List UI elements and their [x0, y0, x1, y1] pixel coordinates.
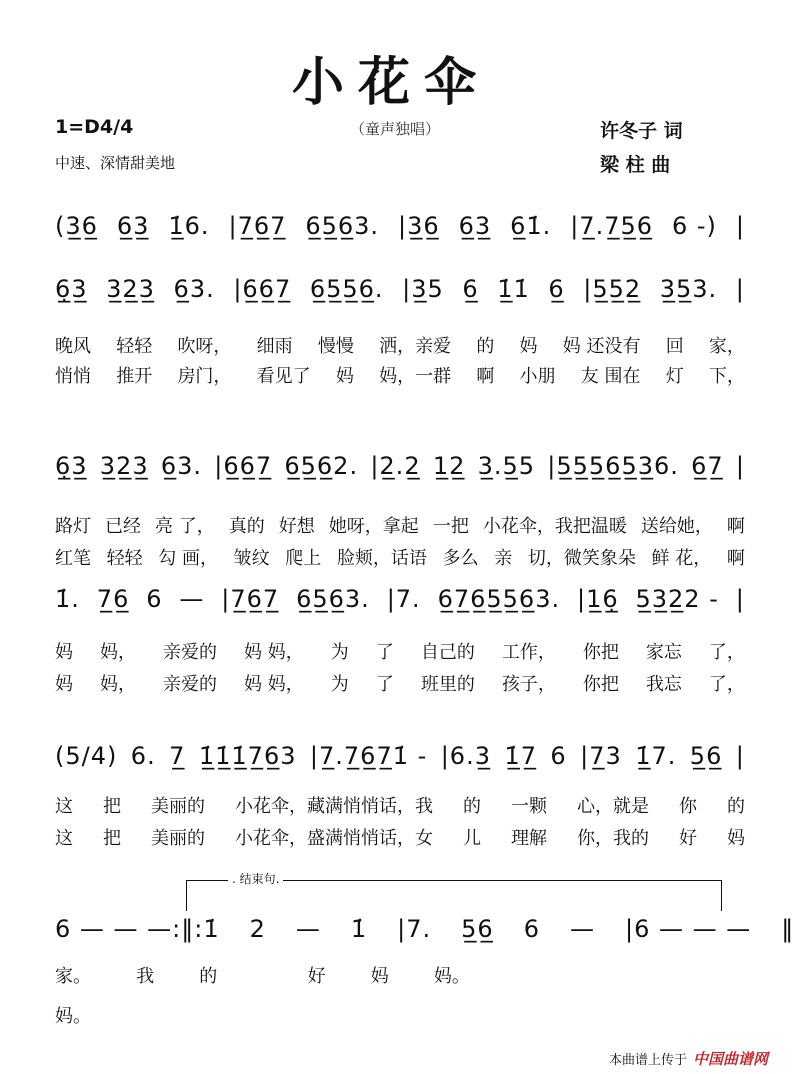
measure-notes: —: [295, 915, 321, 943]
lyric-word: 心，就是: [577, 796, 649, 817]
measure-notes: 1̲2̲: [432, 452, 466, 480]
lyric-word: 真的: [228, 516, 265, 537]
lyric-word: 友 围在: [580, 366, 641, 387]
measure-notes: |7̲6̲7̲: [228, 212, 287, 240]
lyric-line: [55, 332, 745, 358]
measure-notes: |6̲6̲7̲: [233, 275, 292, 303]
measure-notes: 6̲5̲6̲3.: [305, 212, 380, 240]
lyric-word: 你把: [582, 642, 619, 663]
lyric-line: [55, 638, 745, 664]
measure-notes: 6̲3̲: [116, 212, 150, 240]
lyric-word: 妈: [335, 366, 354, 387]
lyric-word: 一颗: [511, 796, 547, 817]
lyric-word: 啊: [476, 366, 495, 387]
lyric-word: 洒，亲爱: [379, 336, 452, 357]
measure-notes: 6̲3.: [173, 275, 215, 303]
lyric-line: [55, 824, 745, 850]
notation-line: [55, 742, 745, 770]
measure-notes: 6̲7̲6̲5̲5̲6̲3.: [437, 585, 561, 613]
measure-notes: |6 — — —: [624, 915, 752, 943]
lyric-word: 妈 妈，: [244, 674, 304, 695]
lyric-word: 你，我的: [577, 828, 649, 849]
lyric-word: 妈: [55, 674, 73, 695]
lyric-word: 她呀，拿起: [328, 516, 419, 537]
measure-notes: |6̲6̲7̲: [214, 452, 273, 480]
measure-notes: 6̲5̲6̲3.: [296, 585, 370, 613]
measure-notes: 5̲6̲: [461, 915, 494, 943]
measure-notes: —: [179, 585, 205, 613]
measure-notes: |5̲5̲2̲: [583, 275, 642, 303]
lyric-word: 房门，: [177, 366, 232, 387]
lyric-word: 妈。: [55, 1006, 91, 1027]
lyric-word: 小花伞，我把温暖: [482, 516, 627, 537]
lyric-word: 亲爱的: [163, 642, 218, 663]
lyric-word: 细雨: [256, 336, 293, 357]
lyric-line: [55, 544, 745, 570]
lyric-word: 妈: [370, 966, 389, 987]
lyric-word: 路灯: [55, 516, 91, 537]
lyric-word: 把: [103, 796, 121, 817]
lyric-word: 好想: [278, 516, 315, 537]
lyric-word: 了，: [708, 642, 745, 663]
lyric-word: 啊: [726, 548, 745, 569]
notation-line: [55, 585, 745, 613]
lyric-word: 孩子，: [501, 674, 556, 695]
lyric-word: 轻轻: [106, 548, 143, 569]
measure-notes: |3̲6̲: [398, 212, 440, 240]
footer-text: 本曲谱上传于: [608, 1053, 687, 1068]
lyric-word: 啊: [726, 516, 745, 537]
lyric-word: 亲: [494, 548, 513, 569]
lyric-word: 的: [199, 966, 218, 987]
tempo-marking: 中速、深情甜美地: [55, 154, 176, 172]
measure-notes: 6 — — —:‖:1̇: [55, 915, 220, 943]
composer: 梁 柱 曲: [600, 154, 671, 176]
measure-notes: 1̇.: [55, 585, 80, 613]
lyric-word: 推开: [116, 366, 153, 387]
measure-notes: 1̇: [350, 915, 368, 943]
lyric-word: 你把: [582, 674, 619, 695]
measure-notes: 6̲5̲5̲6̲.: [309, 275, 384, 303]
measure-notes: ‖: [781, 915, 794, 943]
measure-notes: (3̲6̲: [55, 212, 98, 240]
measure-notes: |: [735, 212, 745, 240]
lyric-line: [55, 512, 745, 538]
measure-notes: 6̣̲3̲: [55, 452, 88, 480]
measure-notes: 3̲2̲3̲: [99, 452, 149, 480]
measure-notes: 3̲5̲3.: [659, 275, 718, 303]
measure-notes: 1̲̇7.: [635, 742, 677, 770]
site-logo[interactable]: 中国曲谱网: [692, 1050, 768, 1068]
lyric-word: 妈: [519, 336, 538, 357]
lyric-word: 自己的: [420, 642, 475, 663]
lyric-line: [55, 362, 745, 388]
lyric-word: 妈，: [100, 642, 137, 663]
notation-line: [55, 212, 745, 240]
measure-notes: 7̲6̲: [96, 585, 130, 613]
measure-notes: 6 -): [671, 212, 717, 240]
measure-notes: |7̲.7̲6̲7̲1̇ -: [309, 742, 428, 770]
lyric-word: 妈，: [100, 674, 137, 695]
lyric-word: 晚风: [55, 336, 91, 357]
lyric-word: 这: [55, 796, 73, 817]
lyric-word: 家忘: [645, 642, 682, 663]
measure-notes: |: [735, 585, 745, 613]
lyric-word: 小朋: [519, 366, 556, 387]
measure-notes: |7.: [386, 585, 421, 613]
lyric-word: 这: [55, 828, 73, 849]
lyric-word: 好: [679, 828, 697, 849]
lyric-word: 我: [136, 966, 155, 987]
lyric-word: 悄悄: [55, 366, 91, 387]
lyric-word: 好: [307, 966, 326, 987]
lyric-word: 的: [476, 336, 495, 357]
notation-line: [55, 915, 794, 943]
measure-notes: 6̲7̲: [691, 452, 724, 480]
measure-notes: (5/4): [55, 742, 118, 770]
lyric-word: 妈 还没有: [562, 336, 641, 357]
lyric-word: 我忘: [645, 674, 682, 695]
measure-notes: 1̲̇1̇: [497, 275, 530, 303]
lyric-word: 工作，: [501, 642, 556, 663]
measure-notes: 6.: [130, 742, 156, 770]
lyric-word: 妈: [727, 828, 745, 849]
measure-notes: 6̲5̲6̲2.: [284, 452, 359, 480]
measure-notes: |: [735, 275, 745, 303]
lyric-word: 亮 了，: [155, 516, 215, 537]
lyric-word: 美丽的: [151, 828, 205, 849]
footer: [609, 1048, 768, 1069]
measure-notes: 3̲2̲3̲: [106, 275, 155, 303]
measure-notes: |6.3̲: [440, 742, 491, 770]
lyric-word: 已经: [105, 516, 142, 537]
lyric-word: 把: [103, 828, 121, 849]
measure-notes: |1̲6̣̲: [576, 585, 619, 613]
lyric-line: [55, 670, 745, 696]
lyricist: 许冬子 词: [600, 120, 683, 142]
lyric-word: 小花伞，藏满悄悄话，我: [235, 796, 433, 817]
lyric-word: 了: [375, 674, 394, 695]
measure-notes: —: [569, 915, 595, 943]
measure-notes: |7̲6̲7̲: [221, 585, 280, 613]
measure-notes: 1̲̇6.: [168, 212, 210, 240]
lyric-word: 看见了: [256, 366, 311, 387]
lyric-word: 下，: [708, 366, 745, 387]
measure-notes: 1̲̇1̲̇1̲̇7̲6̲3: [198, 742, 297, 770]
lyric-word: 美丽的: [151, 796, 205, 817]
measure-notes: 3̲.5̲5: [477, 452, 536, 480]
lyric-word: 勾 画，: [158, 548, 219, 569]
lyric-line: [55, 792, 745, 818]
lyric-line: [55, 962, 515, 988]
lyric-word: 家。: [55, 966, 91, 987]
lyric-word: 妈 妈，: [244, 642, 304, 663]
measure-notes: 6: [146, 585, 163, 613]
lyric-word: 了: [375, 642, 394, 663]
lyric-word: 的: [727, 796, 745, 817]
lyric-word: 妈，一群: [379, 366, 452, 387]
measure-notes: |7̲3: [580, 742, 622, 770]
song-title: 小花伞: [291, 52, 490, 113]
lyric-word: 送给她，: [640, 516, 713, 537]
measure-notes: 5̲6̲: [689, 742, 723, 770]
measure-notes: 6̣̲3̲: [55, 275, 88, 303]
measure-notes: |: [735, 742, 745, 770]
lyric-word: 理解: [511, 828, 547, 849]
lyric-word: 灯: [665, 366, 684, 387]
measure-notes: 6̲3.: [160, 452, 202, 480]
ending-label: . 结束句.: [228, 870, 283, 887]
lyric-word: 回: [665, 336, 684, 357]
lyric-word: 红笔: [55, 548, 91, 569]
lyric-word: 亲爱的: [163, 674, 218, 695]
measure-notes: |5̲5̲5̲6̲5̲3̲6.: [547, 452, 679, 480]
measure-notes: |7̲.7̲5̲6̲: [570, 212, 654, 240]
lyric-word: 妈。: [433, 966, 470, 987]
measure-notes: 6̲3̲: [458, 212, 492, 240]
measure-notes: 5̲3̲2̲2 -: [635, 585, 719, 613]
measure-notes: |7.: [397, 915, 432, 943]
measure-notes: 7̲: [169, 742, 186, 770]
lyric-word: 为: [330, 642, 349, 663]
lyric-word: 为: [330, 674, 349, 695]
lyric-word: 爬上: [285, 548, 322, 569]
lyric-word: 了，: [708, 674, 745, 695]
lyric-line: [55, 1002, 515, 1028]
notation-line: [55, 452, 745, 480]
lyric-word: 吹呀，: [177, 336, 232, 357]
lyric-word: 皱纹: [233, 548, 270, 569]
measure-notes: |: [735, 452, 745, 480]
notation-line: [55, 275, 745, 303]
lyric-word: 儿: [463, 828, 481, 849]
lyric-word: 的: [463, 796, 481, 817]
measure-notes: 6: [523, 915, 540, 943]
measure-notes: 1̲̇7̲: [504, 742, 537, 770]
measure-notes: 6̲1̇.: [510, 212, 552, 240]
lyric-word: 鲜 花，: [651, 548, 712, 569]
measure-notes: |3̲5: [402, 275, 444, 303]
measure-notes: 2: [249, 915, 266, 943]
lyric-word: 班里的: [420, 674, 475, 695]
lyric-word: 切，微笑象朵: [527, 548, 636, 569]
lyric-word: 你: [679, 796, 697, 817]
lyric-word: 慢慢: [317, 336, 354, 357]
lyric-word: 脸颊，话语: [336, 548, 427, 569]
lyric-word: 轻轻: [116, 336, 153, 357]
measure-notes: |2̲.2̲: [370, 452, 421, 480]
performance-note: （童声独唱）: [350, 120, 441, 138]
measure-notes: 6̲: [548, 275, 565, 303]
key-signature: 1=D4/4: [55, 116, 134, 138]
lyric-word: 妈: [55, 642, 73, 663]
lyric-word: 一把: [432, 516, 469, 537]
measure-notes: 6: [550, 742, 567, 770]
lyric-word: 家，: [708, 336, 745, 357]
measure-notes: 6̲: [462, 275, 479, 303]
lyric-word: 小花伞，盛满悄悄话，女: [235, 828, 433, 849]
lyric-word: 多么: [442, 548, 479, 569]
